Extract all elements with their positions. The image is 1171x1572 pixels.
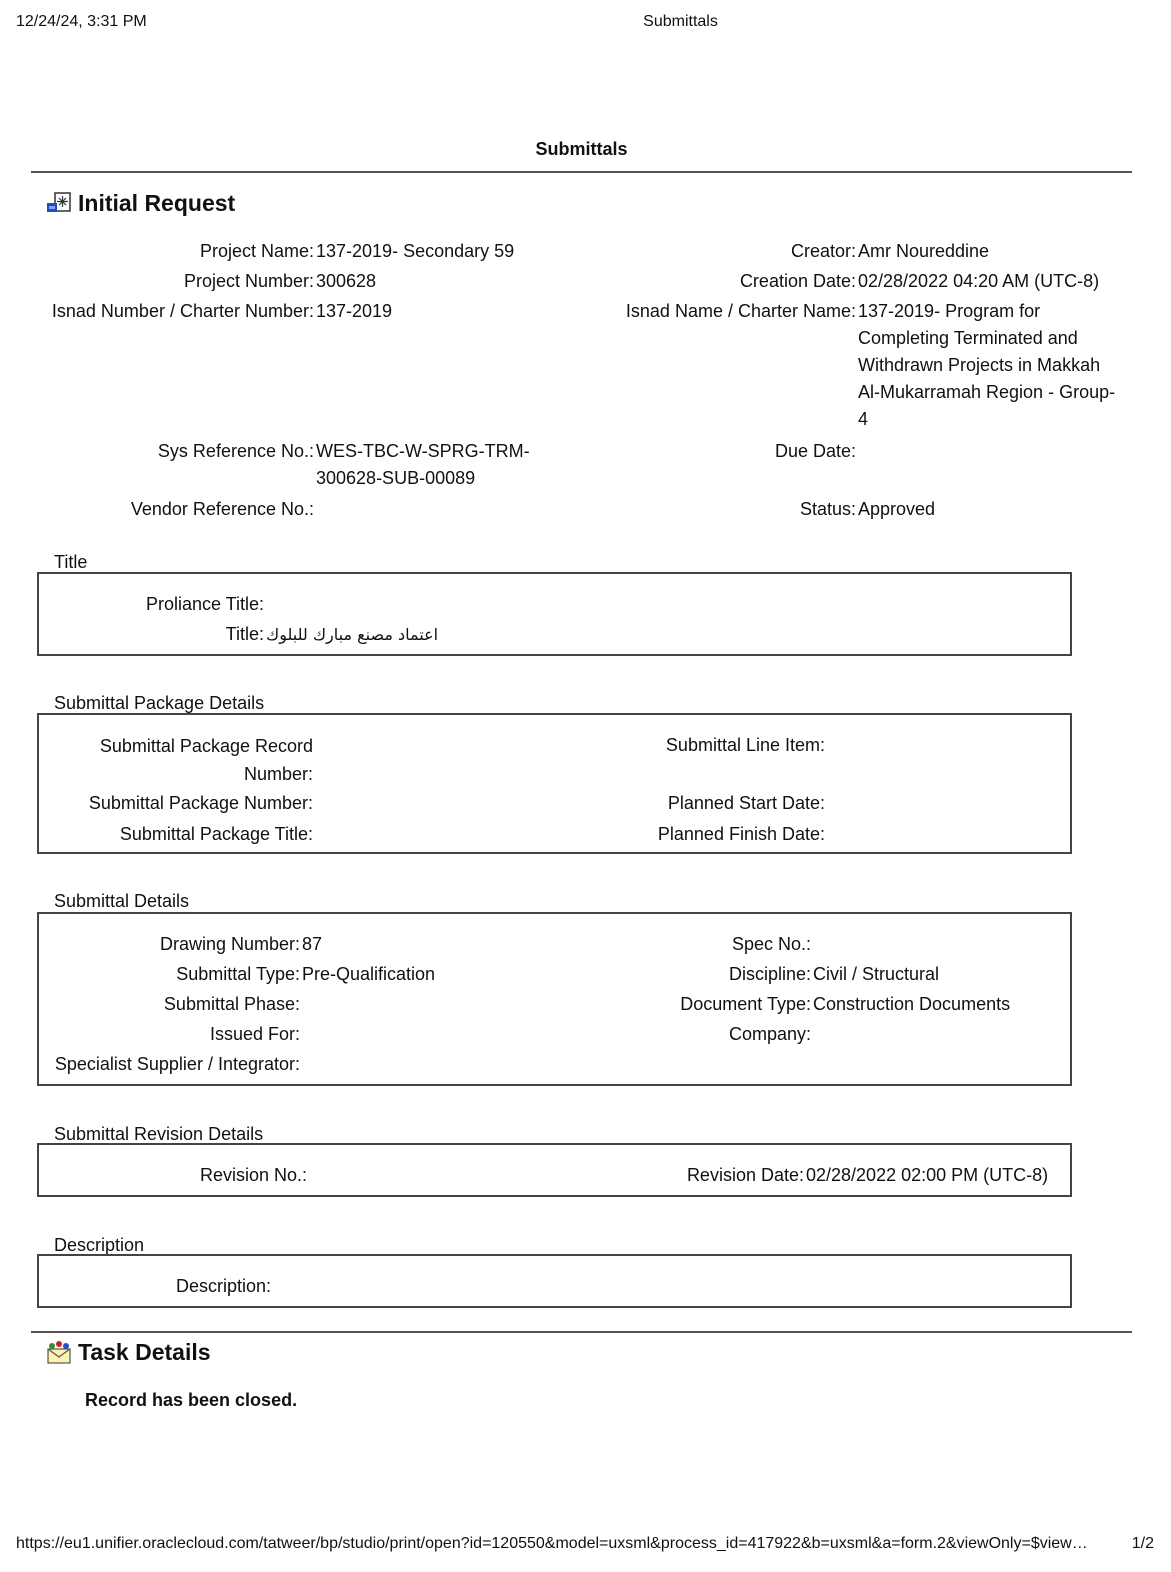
sys-reference-row [40,438,560,492]
isnad-name-line: 4 [858,409,869,429]
vendor-reference-value [314,496,316,523]
isnad-number-value: 137-2019 [316,301,393,321]
due-date-label: Due Date: [774,441,856,461]
creator-value: Amr Noureddine [858,241,990,261]
print-tab-title: Submittals [643,13,718,30]
planned-start-label: Planned Start Date: [667,793,825,813]
specialist-label: Specialist Supplier / Integrator: [54,1054,300,1074]
isnad-name-label: Isnad Name / Charter Name: [625,301,856,321]
task-divider [31,1331,1132,1333]
isnad-name-line: Al-Mukarramah Region - Group- [858,382,1116,402]
sys-reference-value-line2: 300628-SUB-00089 [316,468,476,488]
due-date-row [600,438,1130,465]
vendor-reference-label: Vendor Reference No.: [130,499,314,519]
project-name-value: 137-2019- Secondary 59 [316,241,515,261]
package-record-number-label [39,732,313,788]
task-status-message: Record has been closed. [85,1390,298,1410]
spec-no-label: Spec No.: [731,934,811,954]
discipline-label: Discipline: [728,964,811,984]
task-details-heading [46,1339,211,1366]
package-record-number-label-line2: Number: [243,764,313,784]
drawing-number-label: Drawing Number: [159,934,300,954]
header-divider [31,171,1132,173]
revision-section-legend: Submittal Revision Details [54,1124,264,1144]
revision-date-label: Revision Date: [686,1165,804,1185]
sys-reference-label: Sys Reference No.: [157,441,314,461]
issued-for-label: Issued For: [209,1024,300,1044]
project-number-value: 300628 [316,271,377,291]
document-type-value: Construction Documents [813,994,1011,1014]
revision-no-label: Revision No.: [199,1165,307,1185]
creator-label: Creator: [790,241,856,261]
description-section-box [37,1254,1072,1308]
proliance-title-label: Proliance Title: [145,594,264,614]
task-envelope-icon [46,1341,72,1365]
status-value: Approved [858,499,936,519]
initial-request-right [600,238,1130,433]
line-item-label: Submittal Line Item: [665,735,825,755]
revision-section-box [37,1143,1072,1197]
details-section-box [37,912,1072,1086]
proliance-title-value [264,591,266,618]
isnad-name-line: 137-2019- Program for [858,301,1041,321]
isnad-name-value [856,298,1115,433]
company-label: Company: [728,1024,811,1044]
due-date-value [856,438,858,465]
package-section-box [37,713,1072,854]
document-type-label: Document Type: [680,994,811,1014]
planned-finish-label: Planned Finish Date: [657,824,825,844]
package-number-label: Submittal Package Number: [88,793,313,813]
creation-date-label: Creation Date: [739,271,856,291]
project-name-label: Project Name: [199,241,314,261]
form-icon [46,192,72,216]
submittal-type-label: Submittal Type: [176,964,300,984]
status-row [600,496,1130,523]
discipline-value: Civil / Structural [813,964,940,984]
drawing-number-value: 87 [302,934,323,954]
sys-reference-value-line1: WES-TBC-W-SPRG-TRM- [316,441,530,461]
creation-date-value: 02/28/2022 04:20 AM (UTC-8) [858,271,1100,291]
initial-request-title: Initial Request [78,190,236,216]
status-label: Status: [799,499,856,519]
title-section-box [37,572,1072,656]
initial-request-left [40,238,560,325]
package-title-label: Submittal Package Title: [119,824,313,844]
task-details-title: Task Details [78,1339,211,1365]
isnad-number-label: Isnad Number / Charter Number: [51,301,314,321]
page-title: Submittals [535,139,628,159]
isnad-name-line: Withdrawn Projects in Makkah [858,355,1101,375]
package-section-legend: Submittal Package Details [54,693,265,713]
project-number-label: Project Number: [183,271,314,291]
details-section-legend: Submittal Details [54,891,190,911]
print-url: https://eu1.unifier.oraclecloud.com/tatweer/bp/studio/print/open?id=120550&model=uxsml&process_id=417922&b=uxsml&a=form.2&viewOnly=$view… [16,1535,1088,1552]
print-page-number: 1/2 [1131,1535,1154,1552]
isnad-name-line: Completing Terminated and [858,328,1078,348]
print-datetime: 12/24/24, 3:31 PM [16,13,147,30]
package-record-number-label-line1: Submittal Package Record [99,736,313,756]
description-label: Description: [175,1276,271,1296]
submittal-type-value: Pre-Qualification [302,964,436,984]
title-section-legend: Title [54,552,88,572]
revision-date-value: 02/28/2022 02:00 PM (UTC-8) [806,1165,1049,1185]
initial-request-heading [46,190,235,217]
vendor-reference-row [40,496,560,523]
description-section-legend: Description [54,1235,145,1255]
title-value: اعتماد مصنع مبارك للبلوك [266,625,439,644]
submittal-phase-label: Submittal Phase: [163,994,300,1014]
title-label: Title: [225,624,264,644]
